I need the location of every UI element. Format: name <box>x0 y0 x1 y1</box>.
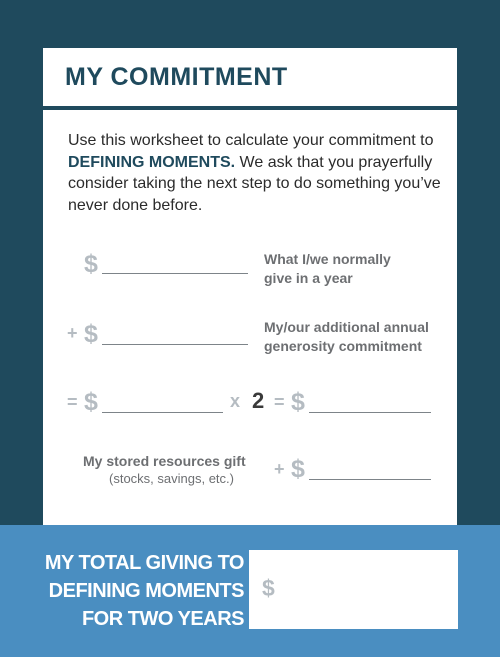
subtotal-dollar-sign: $ <box>84 388 98 416</box>
additional-dollar-sign: $ <box>84 320 98 348</box>
times-sign: x <box>230 391 241 411</box>
stored-plus-sign: + <box>274 459 285 479</box>
subtotal-equals-sign: = <box>67 392 78 412</box>
total-dollar-sign: $ <box>262 575 275 601</box>
intro-text-end: We ask that you prayerfully consider taking the next step to do something you’ve never done before. <box>68 153 441 214</box>
subtotal-field[interactable] <box>102 412 223 413</box>
stored-resources-field[interactable] <box>309 479 431 480</box>
stored-resources-label: My stored resources gift <box>83 453 246 469</box>
doubled-equals-sign: = <box>274 392 285 412</box>
intro-text-start: Use this worksheet to calculate your commitment to <box>68 132 434 149</box>
normal-giving-label-line2: give in a year <box>264 270 353 286</box>
worksheet-title: MY COMMITMENT <box>65 63 288 91</box>
additional-label <box>264 318 429 356</box>
total-heading-line1: MY TOTAL GIVING TO <box>44 552 244 574</box>
additional-plus-sign: + <box>67 323 78 343</box>
normal-giving-field[interactable] <box>102 273 248 274</box>
normal-giving-label-line1: What I/we normally <box>264 251 391 267</box>
additional-commitment-field[interactable] <box>102 344 248 345</box>
intro-text <box>68 130 448 216</box>
additional-label-line2: generosity commitment <box>264 338 422 354</box>
title-rule <box>43 106 457 110</box>
doubled-dollar-sign: $ <box>291 388 305 416</box>
total-heading-line3: FOR TWO YEARS <box>81 608 244 630</box>
doubled-field[interactable] <box>309 412 431 413</box>
stored-resources-sublabel: (stocks, savings, etc.) <box>109 471 234 486</box>
total-heading-line2: DEFINING MOMENTS <box>48 580 244 602</box>
total-heading <box>6 549 244 633</box>
normal-giving-label <box>264 250 391 288</box>
additional-label-line1: My/our additional annual <box>264 319 429 335</box>
normal-giving-dollar-sign: $ <box>84 250 98 278</box>
multiplier-two: 2 <box>252 388 265 413</box>
total-amount-field[interactable] <box>249 550 458 629</box>
stored-dollar-sign: $ <box>291 455 305 483</box>
intro-bold-text: DEFINING MOMENTS. <box>68 153 236 171</box>
